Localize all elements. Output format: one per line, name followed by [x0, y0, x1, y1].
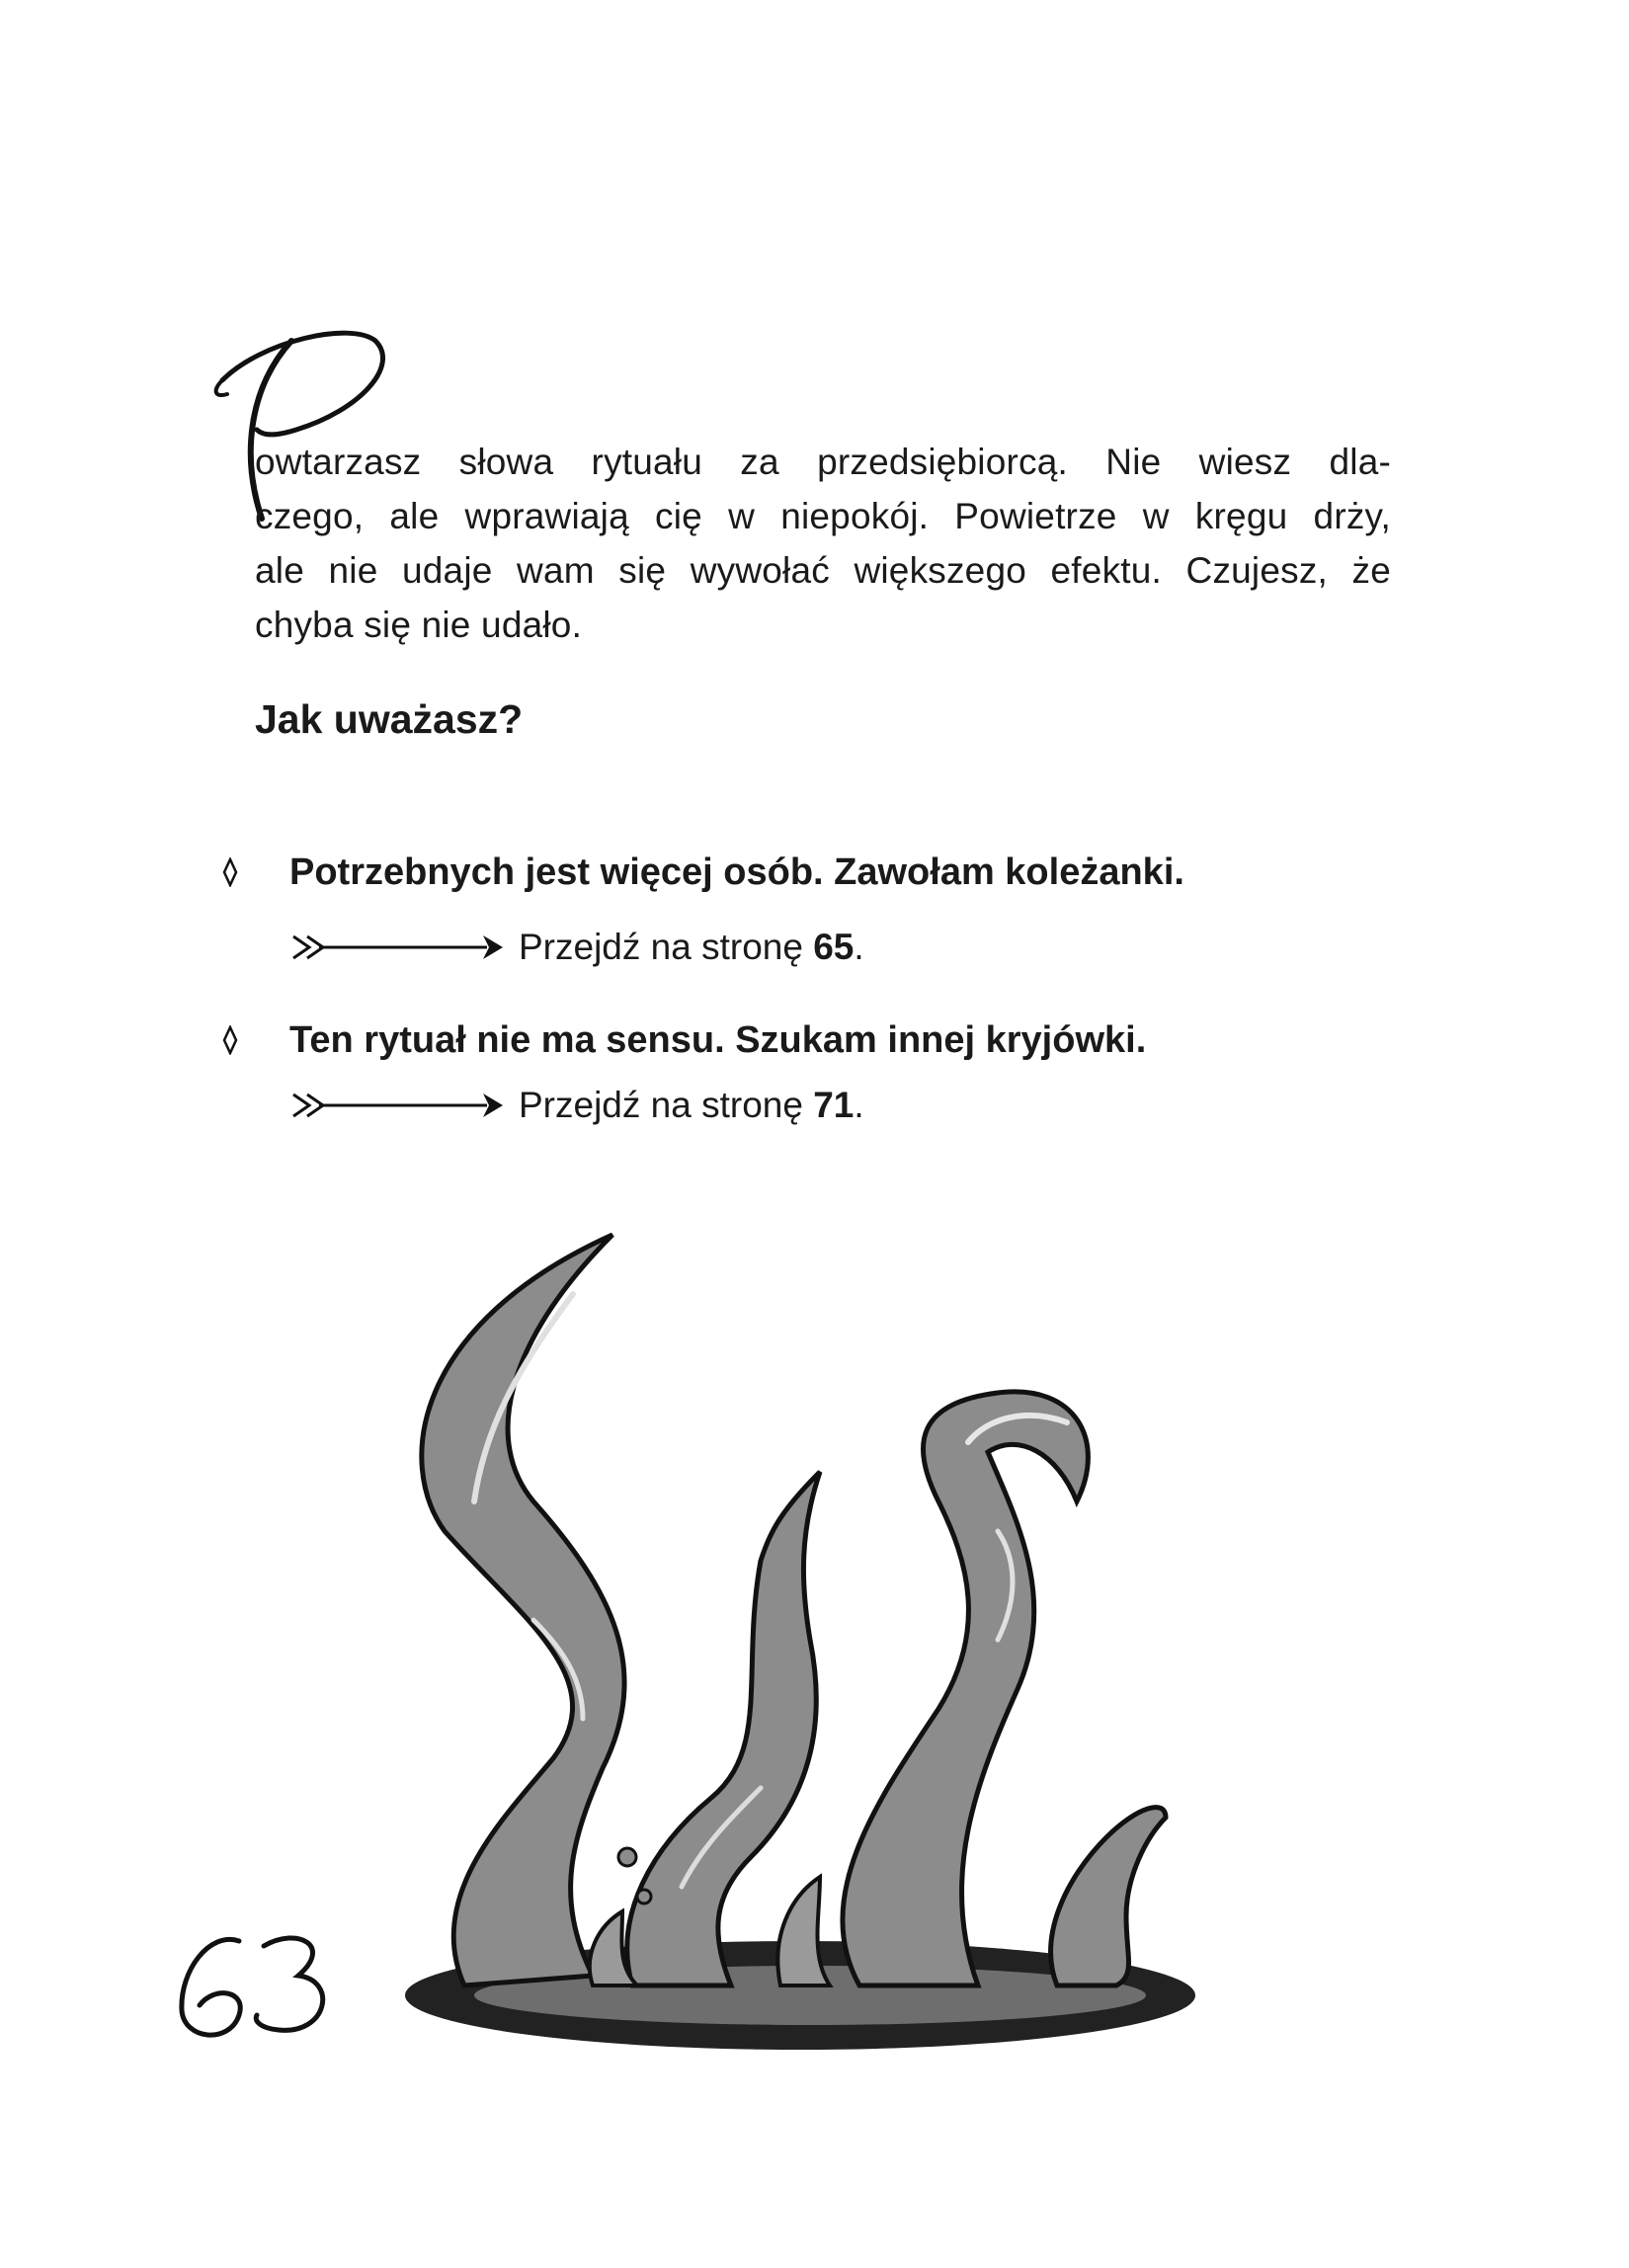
choice-text: Potrzebnych jest więcej osób. Zawołam koleżanki.: [289, 851, 1184, 893]
question-heading: Jak uważasz?: [255, 696, 524, 742]
tentacle-right: [843, 1392, 1088, 1985]
goto-page-number: 71: [813, 1085, 855, 1125]
page-number-63-icon: [170, 1921, 338, 2050]
tentacles-illustration: [385, 1205, 1195, 2055]
goto-instruction[interactable]: [289, 1083, 864, 1128]
arrow-icon: [289, 1091, 507, 1120]
intro-line: owtarzasz słowa rytuału za przedsiębiorcą. Nie wiesz dla-: [255, 442, 1391, 482]
diamond-bullet-icon: [222, 1025, 238, 1055]
intro-line: czego, ale wprawiają cię w niepokój. Powietrze w kręgu drży,: [255, 496, 1391, 536]
goto-page-number: 65: [813, 927, 855, 967]
goto-label: Przejdź na stronę: [519, 1085, 814, 1125]
diamond-bullet-icon: [222, 857, 238, 887]
choice-text: Ten rytuał nie ma sensu. Szukam innej kryjówki.: [289, 1019, 1147, 1061]
intro-line: chyba się nie udało.: [255, 605, 583, 645]
goto-period: .: [854, 927, 864, 967]
intro-paragraph: [255, 435, 1391, 652]
tentacle-sprout: [777, 1877, 830, 1985]
goto-label: Przejdź na stronę: [519, 927, 814, 967]
arrow-icon: [289, 932, 507, 962]
tentacle-small-right: [1051, 1808, 1166, 1985]
tentacle-left: [422, 1235, 624, 1985]
intro-line: ale nie udaje wam się wywołać większego efektu. Czujesz, że: [255, 550, 1391, 591]
goto-period: .: [854, 1085, 864, 1125]
goto-instruction[interactable]: [289, 925, 864, 970]
